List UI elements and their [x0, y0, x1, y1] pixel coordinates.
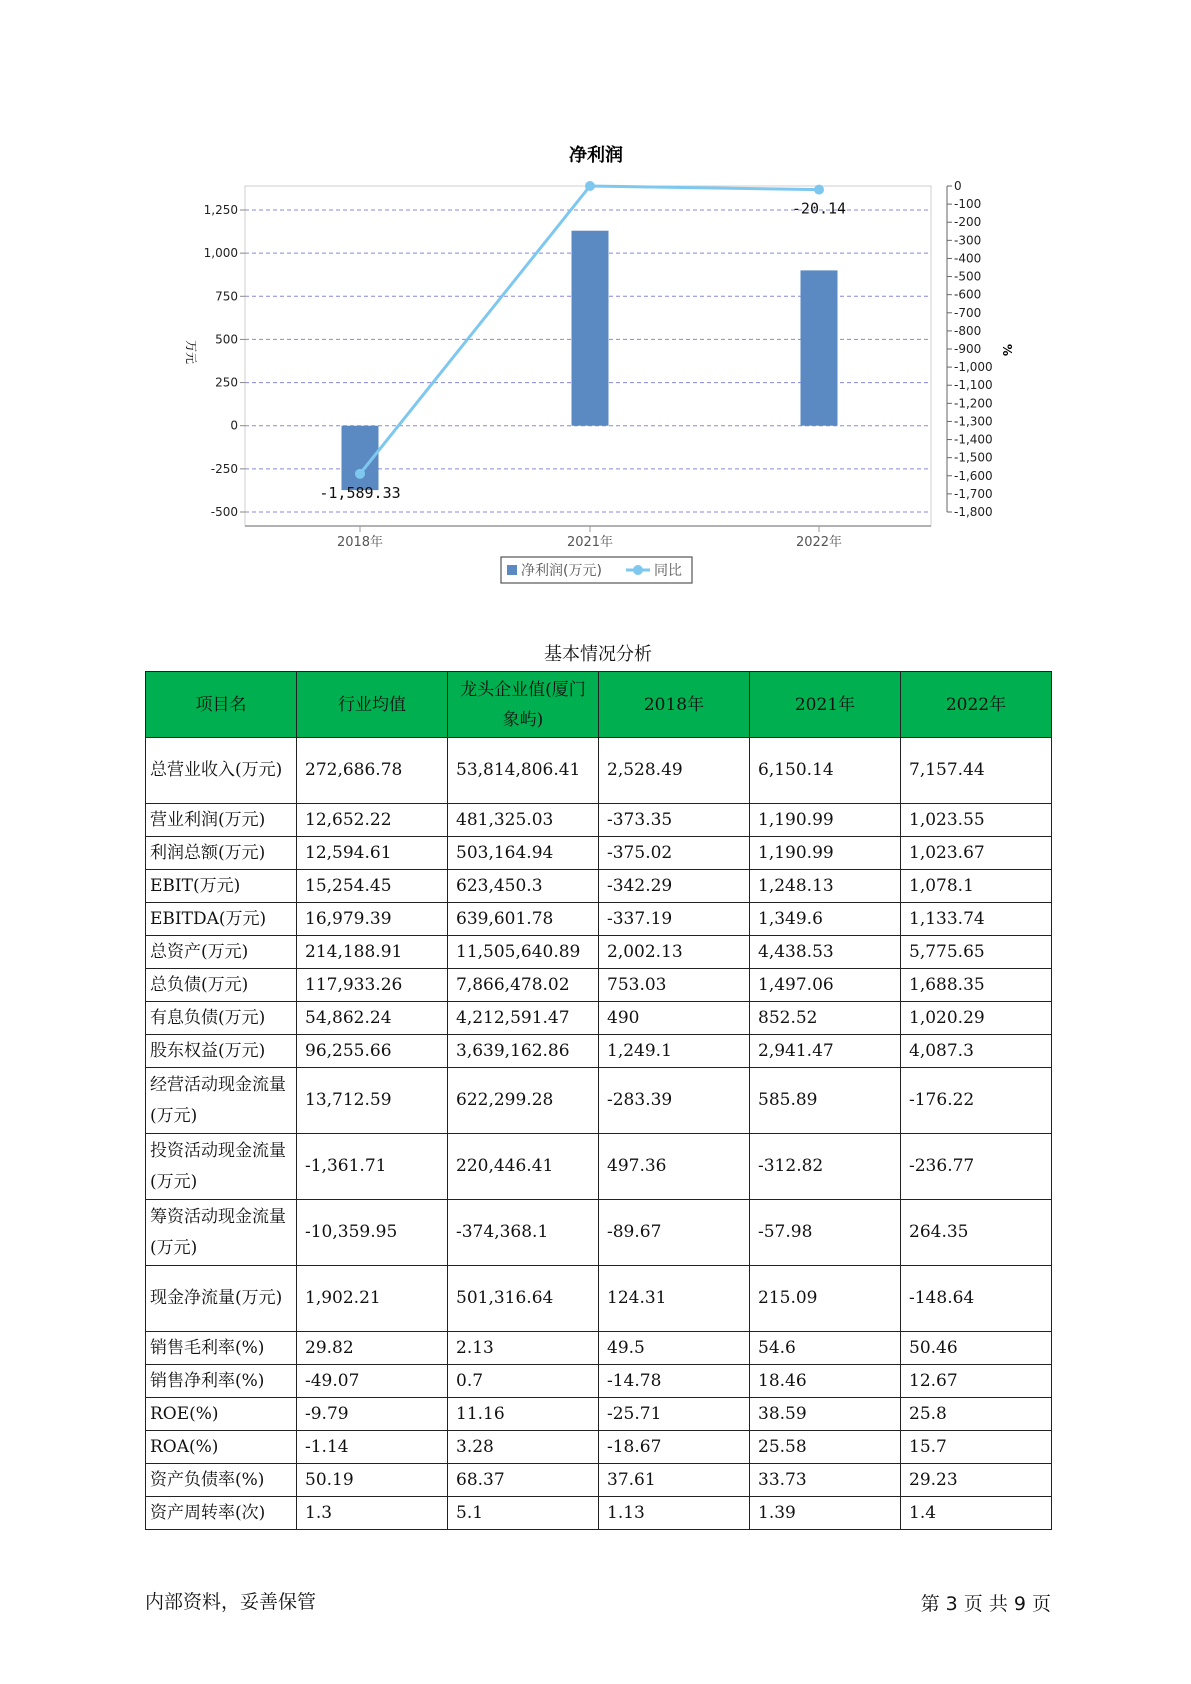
right-tick-label: -100 [954, 197, 982, 212]
left-tick-label: 1,250 [203, 203, 238, 217]
left-tick-label: 0 [230, 418, 238, 433]
table-row [146, 1332, 1052, 1365]
right-axis-ticks [947, 179, 993, 519]
table-cell: 1,688.35 [901, 969, 1052, 1002]
table-row [146, 1266, 1052, 1332]
table-caption: 基本情况分析 [544, 644, 652, 665]
yoy-data-label: -20.14 [791, 199, 847, 218]
table-cell: 2,528.49 [599, 738, 750, 804]
table-cell: 1,133.74 [901, 903, 1052, 936]
table-cell: 16,979.39 [297, 903, 448, 936]
table-cell: 1,078.1 [901, 870, 1052, 903]
row-label: 总营业收入(万元) [146, 738, 297, 804]
right-tick-label: -200 [954, 215, 982, 230]
table-cell: 1,349.6 [750, 903, 901, 936]
table-row [146, 1035, 1052, 1068]
table-row [146, 1365, 1052, 1398]
table-cell: 3,639,162.86 [448, 1035, 599, 1068]
legend-line-marker [633, 565, 643, 575]
table-row [146, 969, 1052, 1002]
table-cell: 50.19 [297, 1464, 448, 1497]
table-row [146, 804, 1052, 837]
table-cell: 1,902.21 [297, 1266, 448, 1332]
row-label: 有息负债(万元) [146, 1002, 297, 1035]
yoy-point-2021年 [585, 181, 595, 191]
table-cell: -148.64 [901, 1266, 1052, 1332]
table-cell: 1,023.55 [901, 804, 1052, 837]
table-cell: -337.19 [599, 903, 750, 936]
bar-2022年 [801, 270, 838, 425]
table-cell: -10,359.95 [297, 1200, 448, 1266]
yoy-data-label: -1,589.33 [319, 483, 401, 502]
table-cell: -1,361.71 [297, 1134, 448, 1200]
table-cell: 50.46 [901, 1332, 1052, 1365]
right-tick-label: -1,700 [954, 486, 993, 501]
net-profit-chart [0, 0, 1191, 600]
right-tick-label: -1,600 [954, 468, 993, 483]
right-tick-label: -1,800 [954, 505, 993, 519]
table-cell: -18.67 [599, 1431, 750, 1464]
table-cell: 7,157.44 [901, 738, 1052, 804]
x-axis-tick-labels [337, 526, 842, 550]
header-2022: 2022年 [901, 672, 1052, 738]
table-cell: 29.82 [297, 1332, 448, 1365]
right-tick-label: 0 [954, 179, 962, 193]
bars [342, 231, 838, 490]
table-cell: 852.52 [750, 1002, 901, 1035]
header-leader-value: 龙头企业值(厦门象屿) [448, 672, 599, 738]
table-cell: -89.67 [599, 1200, 750, 1266]
table-cell: 1.4 [901, 1497, 1052, 1530]
table-cell: -25.71 [599, 1398, 750, 1431]
table-cell: -374,368.1 [448, 1200, 599, 1266]
table-cell: 1,190.99 [750, 837, 901, 870]
table-cell: 13,712.59 [297, 1068, 448, 1134]
footer-confidential-note: 内部资料，妥善保管 [145, 1591, 317, 1613]
table-cell: -57.98 [750, 1200, 901, 1266]
row-label: 经营活动现金流量(万元) [146, 1068, 297, 1134]
table-cell: 29.23 [901, 1464, 1052, 1497]
row-label: 股东权益(万元) [146, 1035, 297, 1068]
table-cell: -375.02 [599, 837, 750, 870]
table-cell: 272,686.78 [297, 738, 448, 804]
right-tick-label: -1,500 [954, 450, 993, 465]
table-cell: 4,212,591.47 [448, 1002, 599, 1035]
table-cell: 501,316.64 [448, 1266, 599, 1332]
table-row [146, 1431, 1052, 1464]
right-tick-label: -1,100 [954, 378, 993, 393]
table-cell: 215.09 [750, 1266, 901, 1332]
right-tick-label: -1,000 [954, 360, 993, 375]
header-2021: 2021年 [750, 672, 901, 738]
table-cell: 18.46 [750, 1365, 901, 1398]
table-cell: -1.14 [297, 1431, 448, 1464]
table-cell: 6,150.14 [750, 738, 901, 804]
row-label: ROA(%) [146, 1431, 297, 1464]
x-tick-label: 2018年 [336, 535, 384, 550]
bar-2021年 [572, 231, 609, 426]
row-label: 销售净利率(%) [146, 1365, 297, 1398]
table-cell: 2,941.47 [750, 1035, 901, 1068]
row-label: 筹资活动现金流量(万元) [146, 1200, 297, 1266]
row-label: 资产周转率(次) [146, 1497, 297, 1530]
table-cell: 4,087.3 [901, 1035, 1052, 1068]
header-item-name: 项目名 [146, 672, 297, 738]
table-cell: 1.13 [599, 1497, 750, 1530]
table-row [146, 870, 1052, 903]
table-cell: 753.03 [599, 969, 750, 1002]
table-cell: 220,446.41 [448, 1134, 599, 1200]
row-label: 营业利润(万元) [146, 804, 297, 837]
table-cell: 4,438.53 [750, 936, 901, 969]
table-cell: 25.58 [750, 1431, 901, 1464]
right-tick-label: -1,400 [954, 432, 993, 447]
table-cell: 2.13 [448, 1332, 599, 1365]
chart-title: 净利润 [569, 145, 623, 166]
table-cell: -49.07 [297, 1365, 448, 1398]
row-label: 现金净流量(万元) [146, 1266, 297, 1332]
table-cell: -342.29 [599, 870, 750, 903]
table-cell: 124.31 [599, 1266, 750, 1332]
table-cell: 264.35 [901, 1200, 1052, 1266]
table-cell: 53,814,806.41 [448, 738, 599, 804]
table-cell: 12,652.22 [297, 804, 448, 837]
table-cell: -312.82 [750, 1134, 901, 1200]
left-axis-label: 万元 [184, 339, 198, 365]
table-cell: 15.7 [901, 1431, 1052, 1464]
table-cell: 5.1 [448, 1497, 599, 1530]
left-tick-label: 250 [215, 375, 238, 390]
table-cell: 25.8 [901, 1398, 1052, 1431]
table-cell: 49.5 [599, 1332, 750, 1365]
table-cell: 12.67 [901, 1365, 1052, 1398]
table-cell: 11.16 [448, 1398, 599, 1431]
table-cell: 1,249.1 [599, 1035, 750, 1068]
table-cell: 3.28 [448, 1431, 599, 1464]
table-cell: 68.37 [448, 1464, 599, 1497]
right-tick-label: -500 [954, 269, 982, 284]
row-label: 总资产(万元) [146, 936, 297, 969]
table-cell: 639,601.78 [448, 903, 599, 936]
table-cell: 38.59 [750, 1398, 901, 1431]
table-cell: 33.73 [750, 1464, 901, 1497]
legend-bar-label: 净利润(万元) [521, 563, 602, 579]
yoy-point-2022年 [814, 185, 824, 195]
table-header-row [146, 672, 1052, 738]
table-cell: -283.39 [599, 1068, 750, 1134]
table-row [146, 837, 1052, 870]
table-row [146, 738, 1052, 804]
x-tick-label: 2021年 [566, 535, 614, 550]
right-tick-label: -600 [954, 287, 982, 302]
table-cell: 1,020.29 [901, 1002, 1052, 1035]
legend-line-label: 同比 [654, 563, 682, 579]
table-cell: 623,450.3 [448, 870, 599, 903]
row-label: 利润总额(万元) [146, 837, 297, 870]
right-tick-label: -700 [954, 305, 982, 320]
table-cell: 503,164.94 [448, 837, 599, 870]
table-cell: -373.35 [599, 804, 750, 837]
table-row [146, 1134, 1052, 1200]
legend [501, 557, 692, 583]
row-label: 投资活动现金流量(万元) [146, 1134, 297, 1200]
x-tick-label: 2022年 [795, 535, 843, 550]
table-row [146, 1464, 1052, 1497]
left-tick-label: 500 [215, 332, 238, 347]
table-row [146, 936, 1052, 969]
table-row [146, 1497, 1052, 1530]
table-cell: 585.89 [750, 1068, 901, 1134]
right-tick-label: -1,300 [954, 414, 993, 429]
table-cell: 1,248.13 [750, 870, 901, 903]
table-row [146, 903, 1052, 936]
table-cell: 7,866,478.02 [448, 969, 599, 1002]
legend-bar-swatch [507, 565, 517, 575]
table-cell: 1,497.06 [750, 969, 901, 1002]
table-cell: 2,002.13 [599, 936, 750, 969]
row-label: EBIT(万元) [146, 870, 297, 903]
table-cell: 1,190.99 [750, 804, 901, 837]
table-cell: 117,933.26 [297, 969, 448, 1002]
footer-page-number: 第 3 页 共 9 页 [920, 1593, 1051, 1615]
right-tick-label: -900 [954, 342, 982, 356]
row-label: EBITDA(万元) [146, 903, 297, 936]
left-axis-ticks [204, 203, 245, 519]
table-cell: 54.6 [750, 1332, 901, 1365]
basic-analysis-table [145, 671, 1052, 1530]
row-label: 资产负债率(%) [146, 1464, 297, 1497]
row-label: 总负债(万元) [146, 969, 297, 1002]
header-2018: 2018年 [599, 672, 750, 738]
right-tick-label: -400 [954, 251, 982, 266]
table-cell: -176.22 [901, 1068, 1052, 1134]
table-cell: 15,254.45 [297, 870, 448, 903]
table-cell: -14.78 [599, 1365, 750, 1398]
table-cell: 12,594.61 [297, 837, 448, 870]
left-tick-label: 1,000 [203, 246, 238, 261]
row-label: 销售毛利率(%) [146, 1332, 297, 1365]
table-cell: 0.7 [448, 1365, 599, 1398]
table-cell: -236.77 [901, 1134, 1052, 1200]
table-cell: -9.79 [297, 1398, 448, 1431]
table-cell: 1.39 [750, 1497, 901, 1530]
table-row [146, 1200, 1052, 1266]
right-tick-label: -800 [954, 323, 982, 338]
table-row [146, 1068, 1052, 1134]
table-cell: 481,325.03 [448, 804, 599, 837]
table-cell: 214,188.91 [297, 936, 448, 969]
table-cell: 490 [599, 1002, 750, 1035]
header-industry-avg: 行业均值 [297, 672, 448, 738]
table-cell: 11,505,640.89 [448, 936, 599, 969]
left-tick-label: 750 [215, 289, 238, 304]
row-label: ROE(%) [146, 1398, 297, 1431]
table-cell: 1.3 [297, 1497, 448, 1530]
table-cell: 1,023.67 [901, 837, 1052, 870]
table-cell: 5,775.65 [901, 936, 1052, 969]
table-cell: 96,255.66 [297, 1035, 448, 1068]
table-row [146, 1398, 1052, 1431]
right-tick-label: -1,200 [954, 396, 993, 411]
left-tick-label: -500 [210, 505, 238, 519]
right-tick-label: -300 [954, 233, 982, 248]
table-cell: 497.36 [599, 1134, 750, 1200]
table-cell: 37.61 [599, 1464, 750, 1497]
table-cell: 54,862.24 [297, 1002, 448, 1035]
table-row [146, 1002, 1052, 1035]
right-axis-label: % [1000, 343, 1014, 357]
table-cell: 622,299.28 [448, 1068, 599, 1134]
left-tick-label: -250 [210, 461, 238, 476]
yoy-point-2018年 [355, 469, 365, 479]
